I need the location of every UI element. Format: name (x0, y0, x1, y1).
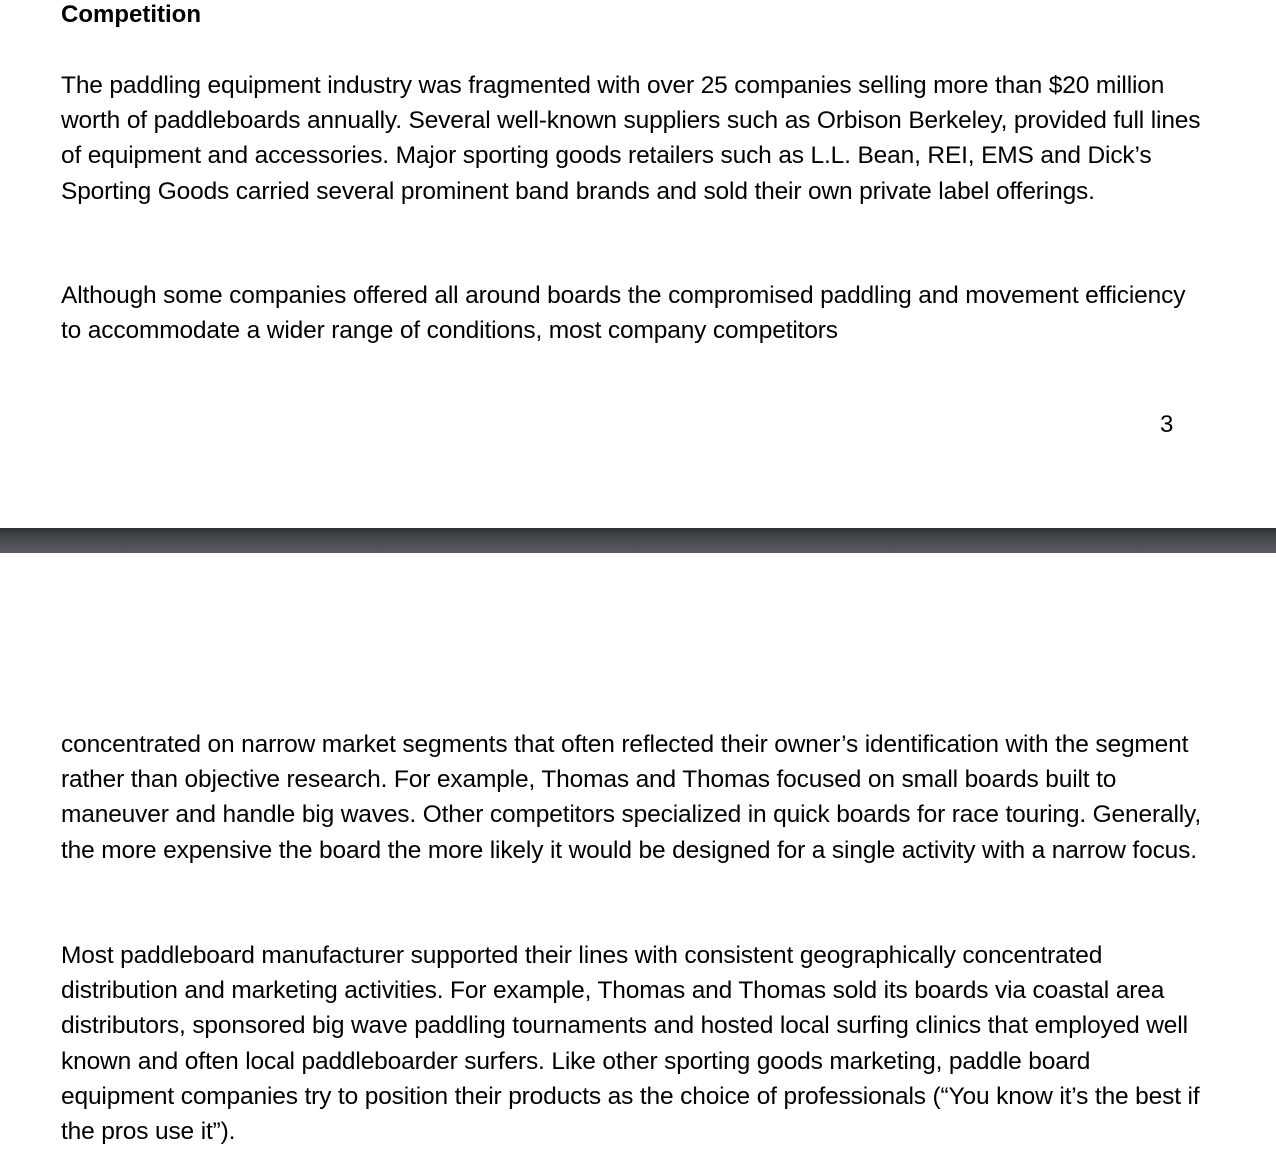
paragraph: Although some companies offered all around boards the compromised paddling and movement efficiency to accommodate a wider range of conditions, most company competitors (61, 282, 1186, 345)
paragraph: The paddling equipment industry was fragmented with over 25 companies selling more than $20 million worth of paddleboards annually. Several well-known suppliers such as Orbison Berkeley, provided full lines of equipment and accessories. Major sporting goods retailers such as L.L. Bean, REI, EMS and Dick’s Sporting Goods carried several prominent band brands and sold their own private label offerings. (61, 72, 1201, 205)
section-heading: Competition (61, 1, 201, 28)
paragraph: Most paddleboard manufacturer supported their lines with consistent geographically concentrated distribution and marketing activities. For example, Thomas and Thomas sold its boards via coastal area distributors, sponsored big wave paddling tournaments and hosted local surfing clinics that employed well known and often local paddleboarder surfers. Like other sporting goods marketing, paddle board equipment companies try to position their products as the choice of professionals (“You know it’s the best if the pros use it”). (61, 942, 1200, 1146)
page-break-divider (0, 528, 1276, 553)
page-number: 3 (1160, 411, 1174, 438)
paragraph: concentrated on narrow market segments that often reflected their owner’s identification with the segment rather than objective research. For example, Thomas and Thomas focused on small boards built to maneuver and handle big waves. Other competitors specialized in quick boards for race touring. Generally, the more expensive the board the more likely it would be designed for a single activity with a narrow focus. (61, 731, 1201, 864)
